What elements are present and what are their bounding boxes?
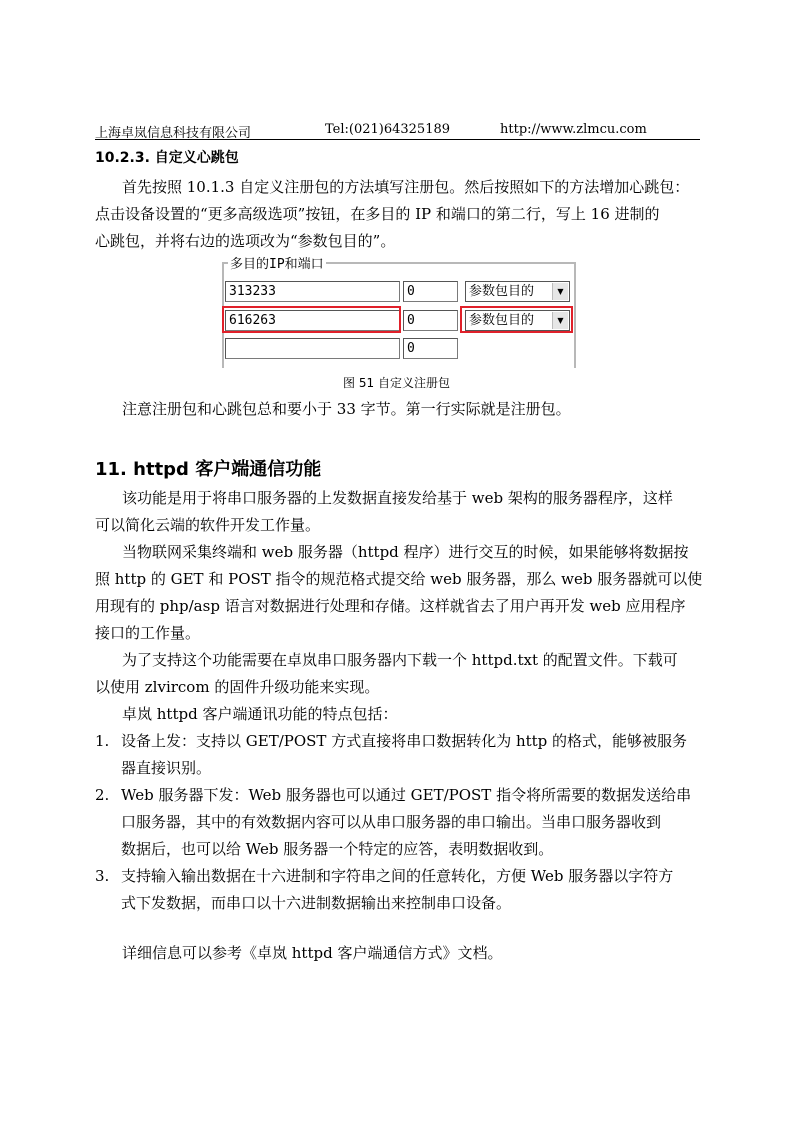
text-line: 卓岚 httpd 客户端通讯功能的特点包括： (122, 705, 398, 723)
port-input-row-2[interactable]: 0 (403, 310, 458, 331)
chevron-down-icon[interactable]: ▼ (552, 312, 568, 329)
chevron-down-icon[interactable]: ▼ (552, 283, 568, 300)
list-item-number: 2. (95, 786, 110, 804)
multi-destination-dialog (220, 252, 574, 366)
port-input-row-1[interactable]: 0 (403, 281, 458, 302)
text-line: Web 服务器下发：Web 服务器也可以通过 GET/POST 指令将所需要的数据发送给串 (121, 786, 692, 804)
header-company: 上海卓岚信息科技有限公司 (95, 126, 252, 141)
text-line: 首先按照 10.1.3 自定义注册包的方法填写注册包。然后按照如下的方法增加心跳包： (122, 178, 690, 196)
text-line: 可以简化云端的软件开发工作量。 (95, 516, 321, 534)
list-item (95, 728, 700, 782)
text-line: 数据后，也可以给 Web 服务器一个特定的应答，表明数据收到。 (121, 840, 554, 858)
list-item-number: 3. (95, 867, 110, 885)
reference-note (95, 940, 700, 967)
figure-caption: 图 51 自定义注册包 (343, 376, 450, 390)
section-heading-10-2-3: 10.2.3. 自定义心跳包 (95, 150, 239, 166)
text-line: 心跳包，并将右边的选项改为“参数包目的”。 (95, 232, 396, 250)
text-line: 器直接识别。 (121, 759, 212, 777)
text-line: 当物联网采集终端和 web 服务器（httpd 程序）进行交互的时候，如果能够将数据按 (122, 543, 689, 561)
text-line: 用现有的 php/asp 语言对数据进行处理和存储。这样就省去了用户再开发 web 应用程序 (95, 597, 686, 615)
text-line: 以使用 zlvircom 的固件升级功能来实现。 (95, 678, 380, 696)
section-11-paragraph-3 (95, 647, 700, 701)
feature-list (95, 728, 700, 917)
list-item-number: 1. (95, 732, 110, 750)
ip-input-row-1[interactable]: 313233 (225, 281, 400, 302)
text-line: 注意注册包和心跳包总和要小于 33 字节。第一行实际就是注册包。 (122, 400, 571, 418)
text-line: 详细信息可以参考《卓岚 httpd 客户端通信方式》文档。 (122, 944, 503, 962)
highlight-ip-row-2 (222, 306, 401, 333)
ip-input-row-2[interactable]: 616263 (225, 310, 400, 331)
text-line: 支持输入输出数据在十六进制和字符串之间的任意转化，方便 Web 服务器以字符方 (121, 867, 674, 885)
text-line: 该功能是用于将串口服务器的上发数据直接发给基于 web 架构的服务器程序，这样 (122, 489, 673, 507)
header-url: http://www.zlmcu.com (500, 122, 647, 137)
list-item (95, 863, 700, 917)
list-item (95, 782, 700, 863)
section-11-paragraph-2 (95, 539, 703, 647)
text-line: 接口的工作量。 (95, 624, 201, 642)
section-heading-11: 11. httpd 客户端通信功能 (95, 459, 322, 480)
section-11-paragraph-1 (95, 485, 700, 539)
header-tel: Tel:(021)64325189 (325, 122, 451, 137)
note-paragraph (95, 396, 700, 423)
ip-input-row-3[interactable] (225, 338, 400, 359)
header-divider (95, 139, 700, 140)
section-10-2-3-paragraph (95, 174, 700, 255)
section-11-paragraph-4 (95, 701, 700, 728)
text-line: 口服务器，其中的有效数据内容可以从串口服务器的串口输出。当串口服务器收到 (121, 813, 662, 831)
highlight-mode-row-2 (460, 306, 573, 333)
text-line: 照 http 的 GET 和 POST 指令的规范格式提交给 web 服务器，那么 web 服务器就可以使 (95, 570, 703, 588)
text-line: 点击设备设置的“更多高级选项”按钮，在多目的 IP 和端口的第二行，写上 16 进制的 (95, 205, 660, 223)
mode-select-row-1[interactable] (465, 281, 570, 302)
port-input-row-3[interactable]: 0 (403, 338, 458, 359)
text-line: 为了支持这个功能需要在卓岚串口服务器内下载一个 httpd.txt 的配置文件。下载可 (122, 651, 678, 669)
page-header (95, 120, 700, 140)
text-line: 设备上发：支持以 GET/POST 方式直接将串口数据转化为 http 的格式，能够被服务 (121, 732, 688, 750)
text-line: 式下发数据，而串口以十六进制数据输出来控制串口设备。 (121, 894, 512, 912)
group-box-title: 多目的IP和端口 (228, 253, 326, 272)
mode-select-value: 参数包目的 (469, 284, 535, 299)
mode-select-value: 参数包目的 (469, 313, 535, 328)
